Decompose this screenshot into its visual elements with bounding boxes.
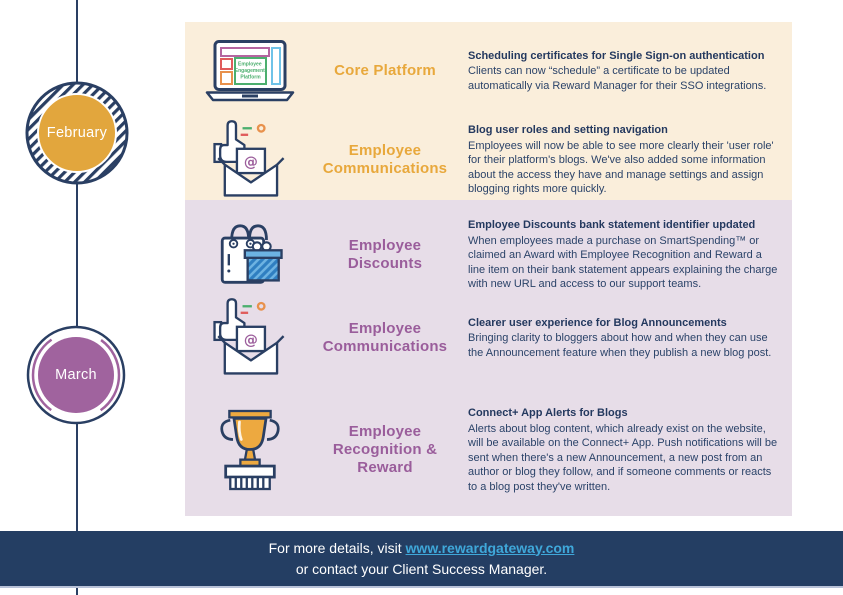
footer-line1-prefix: For more details, visit xyxy=(268,539,406,556)
update-row-employee-communications-mar xyxy=(185,296,792,380)
update-body: Employees will now be able to see more clearly their 'user role' for their platform's blogs. We've also added some information about the access they have and manage settings and assign blogging rights more quickly. xyxy=(468,139,774,196)
laptop-icon xyxy=(185,39,315,103)
footer xyxy=(0,531,843,588)
update-body: Alerts about blog content, which already exist on the website, will be available on the Connect+ App. Push notifications will be sent when there's a new Announcement, a new post from an author or blog they follow, and if someone comments or reacts to a blog post they've written. xyxy=(468,422,778,493)
trophy-icon xyxy=(185,405,315,495)
category-heading: Employee Communications xyxy=(322,319,448,355)
update-title: Employee Discounts bank statement identifier updated xyxy=(468,219,756,232)
svg-text:@: @ xyxy=(243,332,258,349)
hand-envelope-icon xyxy=(185,295,315,381)
footer-line2: or contact your Client Success Manager. xyxy=(295,560,548,577)
hand-envelope-icon xyxy=(185,117,315,203)
update-row-employee-discounts xyxy=(185,212,792,298)
update-body: When employees made a purchase on SmartSpending™ or claimed an Award with Employee Recognition and Reward a line item on their bank statement appears explaining the charge with new URL and access to our support teams. xyxy=(468,234,778,291)
category-heading: Core Platform xyxy=(334,61,436,79)
update-row-employee-communications-feb xyxy=(185,116,792,204)
update-text xyxy=(455,123,792,197)
month-label-february: February xyxy=(46,125,108,141)
footer-line1 xyxy=(269,538,575,559)
update-row-core-platform xyxy=(185,32,792,110)
reward-gateway-link[interactable]: www.rewardgateway.com xyxy=(405,539,575,556)
update-text xyxy=(455,49,792,94)
update-text xyxy=(455,406,792,494)
month-label-march: March xyxy=(55,367,97,383)
category-heading: Employee Discounts xyxy=(347,236,423,272)
gift-bag-icon xyxy=(185,218,315,292)
category-heading: Employee Recognition & Reward xyxy=(332,422,438,477)
update-body: Bringing clarity to bloggers about how and when they can use the Announcement feature when they publish a new blog post. xyxy=(468,332,772,359)
update-row-employee-recognition xyxy=(185,400,792,500)
update-title: Scheduling certificates for Single Sign-on authentication xyxy=(468,49,765,62)
category-heading: Employee Communications xyxy=(322,141,448,177)
svg-text:@: @ xyxy=(243,154,258,171)
update-title: Blog user roles and setting navigation xyxy=(468,124,668,137)
timeline-badge-march xyxy=(26,325,126,425)
update-title: Connect+ App Alerts for Blogs xyxy=(468,406,628,419)
svg-text:Employee Engagement: Employee Engagement Platform xyxy=(234,61,265,81)
update-text xyxy=(455,316,792,361)
update-text xyxy=(455,218,792,292)
update-title: Clearer user experience for Blog Announcements xyxy=(468,316,727,329)
timeline-badge-february xyxy=(25,81,129,185)
update-body: Clients can now “schedule” a certificate to be updated automatically via Reward Manager for their SSO integrations. xyxy=(468,65,767,92)
